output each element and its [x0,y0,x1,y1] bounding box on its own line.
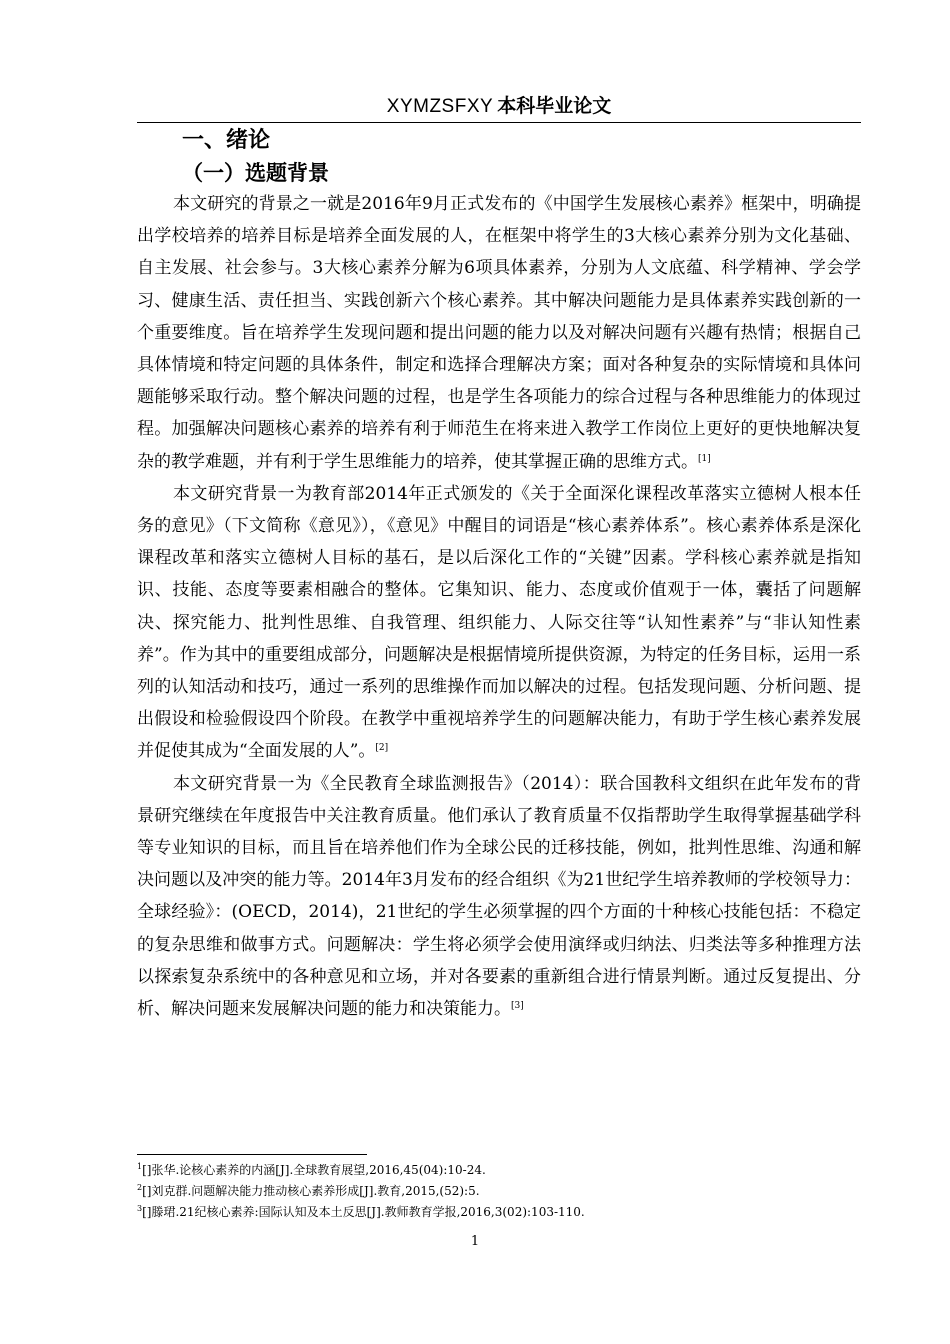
section-heading: （一）选题背景 [182,161,329,185]
running-header [137,92,861,122]
paragraph-2 [137,478,861,768]
citation-ref-1[interactable]: [1] [698,453,711,464]
footnote-separator [137,1154,367,1155]
paragraph-3 [137,768,861,1026]
header-title: 本科毕业论文 [497,95,612,117]
body-text [137,188,861,1025]
paragraph-text: 本文研究背景一为教育部2014年正式颁发的《关于全面深化课程改革落实立德树人根本任务的意见》（下文简称《意见》），《意见》中醒目的词语是“核心素养体系”。核心素养体系是深化课程改革和落实立德树人目标的基石，是以后深化工作的“关键”因素。学科核心素养就是指知识、技能、态度等要素相融合的整体。它集知识、能力、态度或价值观于一体，囊括了问题解决、探究能力、批判性思维、自我管理、组织能力、人际交往等“认知性素养”与“非认知性素养”。作为其中的重要组成部分，问题解决是根据情境所提供资源，为特定的任务目标，运用一系列的认知活动和技巧，通过一系列的思维操作而加以解决的过程。包括发现问题、分析问题、提出假设和检验假设四个阶段。在教学中重视培养学生的问题解决能力，有助于学生核心素养发展并促使其成为“全面发展的人”。 [137,483,861,762]
chapter-heading: 一、绪论 [182,128,271,153]
footnotes [137,1160,861,1223]
header-rule [137,122,861,123]
footnote-text: []刘克群.问题解决能力推动核心素养形成[J].教育,2015,(52):5. [142,1184,480,1198]
footnote-3 [137,1202,861,1223]
footnote-number: 2 [137,1183,143,1192]
footnote-1 [137,1160,861,1181]
page-number: 1 [470,1234,480,1249]
footnote-2 [137,1181,861,1202]
paragraph-text: 本文研究的背景之一就是2016年9月正式发布的《中国学生发展核心素养》框架中，明确提出学校培养的培养目标是培养全面发展的人，在框架中将学生的3大核心素养分别为文化基础、自主发展、社会参与。3大核心素养分解为6项具体素养，分别为人文底蕴、科学精神、学会学习、健康生活、责任担当、实践创新六个核心素养。其中解决问题能力是具体素养实践创新的一个重要维度。旨在培养学生发现问题和提出问题的能力以及对解决问题有兴趣有热情；根据自己具体情境和特定问题的具体条件，制定和选择合理解决方案；面对各种复杂的实际情境和具体问题能够采取行动。整个解决问题的过程，也是学生各项能力的综合过程与各种思维能力的体现过程。加强解决问题核心素养的培养有利于师范生在将来进入教学工作岗位上更好的更快地解决复杂的教学难题，并有利于学生思维能力的培养，使其掌握正确的思维方式。 [137,194,861,472]
footnote-text: []滕珺.21纪核心素养:国际认知及本土反思[J].教师教育学报,2016,3(02):103-110. [142,1205,585,1219]
paragraph-text: 本文研究背景一为《全民教育全球监测报告》（2014）：联合国教科文组织在此年发布的背景研究继续在年度报告中关注教育质量。他们承认了教育质量不仅指帮助学生取得掌握基础学科等专业知识的目标，而且旨在培养他们作为全球公民的迁移技能，例如，批判性思维、沟通和解决问题以及冲突的能力等。2014年3月发布的经合组织《为21世纪学生培养教师的学校领导力：全球经验》：(OECD，2014)，21世纪的学生必须掌握的四个方面的十种核心技能包括：不稳定的复杂思维和做事方式。问题解决：学生将必须学会使用演绎或归纳法、归类法等多种推理方法以探索复杂系统中的各种意见和立场，并对各要素的重新组合进行情景判断。通过反复提出、分析、解决问题来发展解决问题的能力和决策能力。 [137,773,861,1020]
footnote-number: 3 [137,1204,143,1213]
paragraph-1 [137,188,861,478]
footnote-number: 1 [137,1162,143,1171]
citation-ref-3[interactable]: [3] [511,1001,524,1012]
header-code: XYMZSFXY [386,96,494,117]
footnote-text: []张华.论核心素养的内涵[J].全球教育展望,2016,45(04):10-24. [142,1163,486,1177]
citation-ref-2[interactable]: [2] [375,743,389,754]
